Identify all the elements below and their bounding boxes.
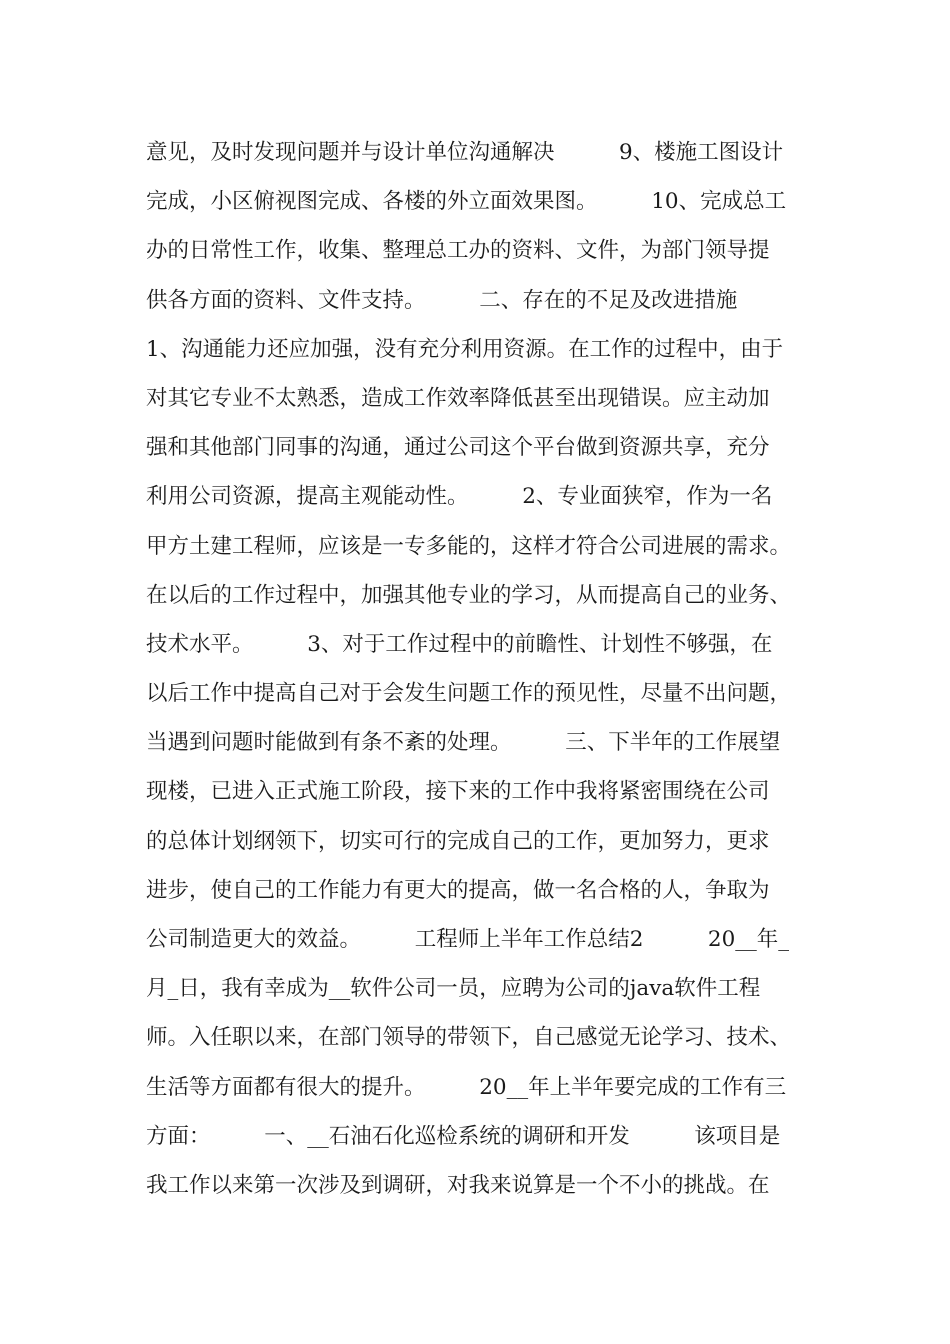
text-line-15: 的总体计划纲领下，切实可行的完成自己的工作，更加努力，更求 bbox=[146, 828, 770, 854]
text-line-17: 公司制造更大的效益。 工程师上半年工作总结2 20__年_ bbox=[146, 927, 790, 952]
text-line-21: 方面： 一、__石油石化巡检系统的调研和开发 该项目是 bbox=[146, 1123, 781, 1149]
text-line-6: 对其它专业不太熟悉，造成工作效率降低甚至出现错误。应主动加 bbox=[146, 385, 770, 411]
text-line-4: 供各方面的资料、文件支持。 二、存在的不足及改进措施 bbox=[146, 287, 738, 313]
text-line-19: 师。入任职以来，在部门领导的带领下，自己感觉无论学习、技术、 bbox=[146, 1025, 792, 1051]
text-line-12: 以后工作中提高自己对于会发生问题工作的预见性，尽量不出问题， bbox=[146, 681, 792, 707]
body-text bbox=[146, 128, 816, 1210]
text-line-3: 办的日常性工作，收集、整理总工办的资料、文件，为部门领导提 bbox=[146, 238, 770, 264]
text-line-8: 利用公司资源，提高主观能动性。 2、专业面狭窄，作为一名 bbox=[146, 484, 773, 510]
text-line-5: 1、沟通能力还应加强，没有充分利用资源。在工作的过程中，由于 bbox=[146, 336, 784, 362]
text-line-9: 甲方土建工程师，应该是一专多能的，这样才符合公司进展的需求。 bbox=[146, 533, 792, 559]
text-line-16: 进步，使自己的工作能力有更大的提高，做一名合格的人，争取为 bbox=[146, 877, 770, 903]
text-line-1: 意见，及时发现问题并与设计单位沟通解决 9、楼施工图设计 bbox=[146, 140, 784, 165]
text-line-18: 月_日，我有幸成为__软件公司一员，应聘为公司的java软件工程 bbox=[146, 976, 761, 1002]
text-line-13: 当遇到问题时能做到有条不紊的处理。 三、下半年的工作展望 bbox=[146, 730, 781, 756]
text-line-2: 完成，小区俯视图完成、各楼的外立面效果图。 10、完成总工 bbox=[146, 189, 787, 215]
text-line-7: 强和其他部门同事的沟通，通过公司这个平台做到资源共享，充分 bbox=[146, 435, 770, 461]
text-line-11: 技术水平。 3、对于工作过程中的前瞻性、计划性不够强，在 bbox=[146, 631, 773, 657]
text-line-22: 我工作以来第一次涉及到调研，对我来说算是一个不小的挑战。在 bbox=[146, 1172, 770, 1198]
text-line-20: 生活等方面都有很大的提升。 20__年上半年要完成的工作有三 bbox=[146, 1074, 787, 1100]
text-line-10: 在以后的工作过程中，加强其他专业的学习，从而提高自己的业务、 bbox=[146, 582, 792, 608]
text-line-14: 现楼，已进入正式施工阶段，接下来的工作中我将紧密围绕在公司 bbox=[146, 779, 770, 805]
